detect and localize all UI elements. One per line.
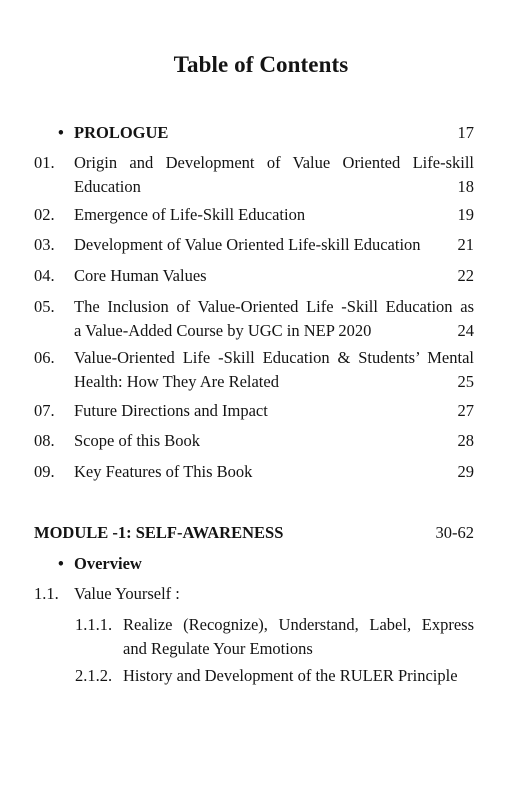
- toc-entry-09: [34, 461, 474, 483]
- toc-entry-number: 04.: [34, 266, 55, 285]
- toc-entry-page: 21: [457, 235, 474, 254]
- toc-entry-label: Realize (Recognize), Understand, Label, Express: [123, 615, 474, 634]
- toc-entry-label-continued: a Value-Added Course by UGC in NEP 2020: [74, 321, 372, 340]
- toc-entry-overview: [58, 553, 474, 575]
- toc-entry-number: 08.: [34, 431, 55, 450]
- toc-module-pages: 30-62: [435, 523, 474, 542]
- toc-section-1-1: [34, 583, 474, 605]
- toc-entry-label: The Inclusion of Value-Oriented Life -Skill Education as: [74, 297, 474, 316]
- toc-entry-label: Value Yourself :: [74, 584, 180, 603]
- toc-entry-page: 19: [457, 205, 474, 224]
- toc-entry-label: Emergence of Life-Skill Education: [74, 205, 306, 224]
- toc-entry-06: [34, 347, 474, 393]
- toc-entry-label-continued: Education: [74, 177, 141, 196]
- page-title: Table of Contents: [173, 52, 349, 77]
- toc-entry-label: Scope of this Book: [74, 431, 201, 450]
- toc-entry-label: Overview: [74, 554, 142, 573]
- toc-entry-label-continued: and Regulate Your Emotions: [123, 639, 313, 658]
- toc-entry-05: [34, 296, 474, 342]
- toc-entry-08: [34, 430, 474, 452]
- toc-entry-number: 06.: [34, 348, 55, 367]
- toc-entry-number: 03.: [34, 235, 55, 254]
- toc-entry-label-continued: Health: How They Are Related: [74, 372, 279, 391]
- toc-entry-page: 27: [457, 401, 474, 420]
- toc-entry-page: 24: [457, 321, 474, 340]
- toc-subsection-2-1-2: [75, 665, 474, 687]
- toc-entry-number: 1.1.1.: [75, 615, 113, 634]
- toc-entry-page: 22: [457, 266, 474, 285]
- toc-entry-label: Key Features of This Book: [74, 462, 253, 481]
- toc-entry-number: 07.: [34, 401, 55, 420]
- toc-module-label: MODULE -1: SELF-AWARENESS: [34, 523, 284, 542]
- toc-entry-number: 2.1.2.: [75, 666, 113, 685]
- toc-entry-label: Origin and Development of Value Oriented Life-skill: [74, 153, 474, 172]
- toc-entry-prologue: [58, 122, 474, 144]
- toc-entry-number: 05.: [34, 297, 55, 316]
- toc-entry-page: 29: [457, 462, 474, 481]
- bullet-icon: •: [58, 123, 64, 142]
- toc-entry-label: Future Directions and Impact: [74, 401, 268, 420]
- toc-entry-02: [34, 204, 474, 226]
- toc-entry-page: 25: [457, 372, 474, 391]
- toc-entry-number: 1.1.: [34, 584, 59, 603]
- toc-entry-label: Value-Oriented Life -Skill Education & Students’ Mental: [74, 348, 474, 367]
- toc-entry-label: Core Human Values: [74, 266, 207, 285]
- toc-entry-01: [34, 152, 474, 198]
- toc-entry-page: 17: [457, 123, 474, 142]
- toc-subsection-1-1-1: [75, 614, 474, 660]
- toc-entry-07: [34, 400, 474, 422]
- toc-module-1: [34, 522, 474, 544]
- toc-entry-label: History and Development of the RULER Principle: [123, 666, 458, 685]
- toc-entry-03: [34, 234, 474, 256]
- toc-entry-page: 18: [457, 177, 474, 196]
- toc-entry-label: Development of Value Oriented Life-skill Education: [74, 235, 421, 254]
- toc-entry-number: 01.: [34, 153, 55, 172]
- toc-entry-04: [34, 265, 474, 287]
- toc-entry-number: 02.: [34, 205, 55, 224]
- toc-entry-label: PROLOGUE: [74, 123, 169, 142]
- toc-entry-number: 09.: [34, 462, 55, 481]
- bullet-icon: •: [58, 554, 64, 573]
- toc-entry-page: 28: [457, 431, 474, 450]
